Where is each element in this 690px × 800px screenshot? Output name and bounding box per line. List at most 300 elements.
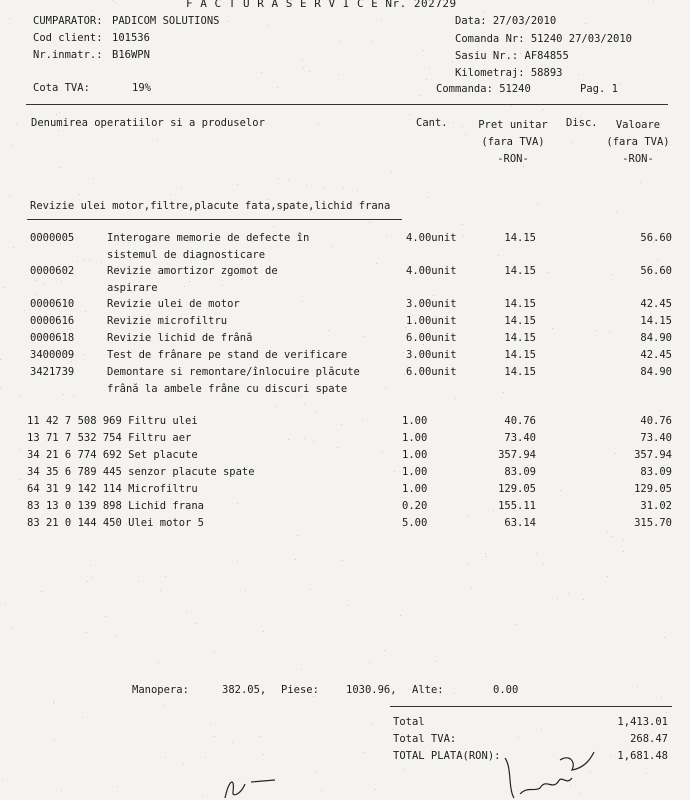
scan-speck xyxy=(61,790,62,791)
cota-tva-label: Cota TVA: xyxy=(33,82,90,94)
scan-speck xyxy=(4,287,5,288)
part-unit-price: 63.14 xyxy=(504,517,536,529)
scan-speck xyxy=(278,178,279,179)
scan-speck xyxy=(41,591,42,592)
header-date: Data: 27/03/2010 xyxy=(455,15,557,27)
scan-speck xyxy=(57,54,58,55)
scan-speck xyxy=(70,329,71,330)
scan-speck xyxy=(303,68,304,69)
scan-speck xyxy=(661,697,662,698)
operation-value: 14.15 xyxy=(640,315,672,327)
operation-code: 0000005 xyxy=(30,232,75,244)
operation-code: 0000602 xyxy=(30,265,75,277)
part-value: 40.76 xyxy=(640,415,672,427)
scan-speck xyxy=(13,247,14,248)
scan-speck xyxy=(570,785,571,786)
scan-speck xyxy=(20,479,21,480)
scan-speck xyxy=(465,134,466,135)
scan-speck xyxy=(337,447,338,448)
operation-description: Interogare memorie de defecte în xyxy=(107,232,310,244)
scan-speck xyxy=(462,224,463,225)
scan-speck xyxy=(623,551,624,552)
scan-speck xyxy=(409,114,410,115)
scan-speck xyxy=(164,705,165,706)
operation-unit-price: 14.15 xyxy=(504,265,536,277)
scan-speck xyxy=(633,494,634,495)
scan-speck xyxy=(371,723,372,724)
scan-speck xyxy=(56,114,57,115)
part-description: 13 71 7 532 754 Filtru aer xyxy=(27,432,192,444)
scan-speck xyxy=(304,404,305,405)
scan-speck xyxy=(306,185,307,186)
scan-speck xyxy=(579,793,580,794)
operation-unit-price: 14.15 xyxy=(504,232,536,244)
scan-speck xyxy=(313,696,314,697)
scan-speck xyxy=(237,561,238,562)
scan-speck xyxy=(543,564,544,565)
scan-speck xyxy=(83,354,84,355)
scan-speck xyxy=(214,651,215,652)
scan-speck xyxy=(268,25,269,26)
scan-speck xyxy=(596,330,597,331)
scan-speck xyxy=(637,686,638,687)
part-description: 34 35 6 789 445 senzor placute spate xyxy=(27,466,255,478)
scan-speck xyxy=(420,95,421,96)
scan-speck xyxy=(362,420,363,421)
scan-speck xyxy=(301,395,302,396)
scan-speck xyxy=(660,410,661,411)
scan-speck xyxy=(552,328,553,329)
scan-speck xyxy=(485,553,486,554)
operation-description: Revizie ulei de motor xyxy=(107,298,240,310)
section-title: Revizie ulei motor,filtre,placute fata,spate,lichid frana xyxy=(30,200,391,212)
scan-speck xyxy=(375,789,376,790)
scan-speck xyxy=(657,150,658,151)
scan-speck xyxy=(516,624,517,625)
total-label: Total TVA: xyxy=(393,733,457,745)
scan-speck xyxy=(414,320,415,321)
operation-qty: 6.00unit xyxy=(406,366,457,378)
scan-speck xyxy=(54,701,55,702)
summary-manopera-label: Manopera: xyxy=(132,684,189,696)
scan-speck xyxy=(277,87,278,88)
scan-speck xyxy=(237,184,238,185)
scan-speck xyxy=(514,510,515,511)
scan-speck xyxy=(323,188,324,189)
scan-speck xyxy=(607,576,608,577)
scan-speck xyxy=(61,281,62,282)
scan-speck xyxy=(220,127,221,128)
total-value: 1,413.01 xyxy=(617,716,668,728)
scan-speck xyxy=(63,394,64,395)
scan-speck xyxy=(183,763,184,764)
operation-value: 84.90 xyxy=(640,332,672,344)
scan-speck xyxy=(468,564,469,565)
scan-speck xyxy=(60,243,61,244)
scan-speck xyxy=(202,796,203,797)
scan-speck xyxy=(585,23,586,24)
part-qty: 1.00 xyxy=(402,415,428,427)
scan-speck xyxy=(522,520,523,521)
col-header-valoare: Valoare (fara TVA) -RON- xyxy=(606,119,670,165)
operation-unit-price: 14.15 xyxy=(504,298,536,310)
scan-speck xyxy=(210,724,211,725)
scan-speck xyxy=(426,79,427,80)
scan-speck xyxy=(616,211,617,212)
scan-speck xyxy=(217,251,218,252)
part-unit-price: 40.76 xyxy=(504,415,536,427)
scan-speck xyxy=(342,560,343,561)
scan-speck xyxy=(229,267,230,268)
scan-speck xyxy=(423,344,424,345)
operation-description: frână la ambele frâne cu discuri spate xyxy=(107,383,348,395)
header-left-value: PADICOM SOLUTIONS xyxy=(112,15,220,27)
summary-piese-value: 1030.96, xyxy=(346,684,397,696)
scan-speck xyxy=(309,71,310,72)
summary-manopera-value: 382.05, xyxy=(222,684,267,696)
scan-speck xyxy=(85,311,86,312)
scan-speck xyxy=(12,145,13,146)
part-value: 129.05 xyxy=(634,483,672,495)
scan-speck xyxy=(536,553,537,554)
summary-alte-value: 0.00 xyxy=(493,684,519,696)
scan-speck xyxy=(537,203,538,204)
scan-speck xyxy=(241,279,242,280)
scan-speck xyxy=(170,194,171,195)
scan-speck xyxy=(160,590,161,591)
scan-speck xyxy=(376,263,377,264)
scan-speck xyxy=(541,729,542,730)
scan-speck xyxy=(273,226,274,227)
scan-speck xyxy=(511,105,512,106)
scan-speck xyxy=(657,259,658,260)
scan-speck xyxy=(363,752,364,753)
operation-value: 84.90 xyxy=(640,366,672,378)
scan-speck xyxy=(392,729,393,730)
scan-speck xyxy=(518,737,519,738)
operation-qty: 3.00unit xyxy=(406,349,457,361)
scan-speck xyxy=(486,556,487,557)
scan-speck xyxy=(433,295,434,296)
scan-speck xyxy=(328,330,329,331)
total-value: 268.47 xyxy=(630,733,668,745)
scan-speck xyxy=(53,703,54,704)
scan-speck xyxy=(190,467,191,468)
scan-speck xyxy=(640,182,641,183)
part-value: 73.40 xyxy=(640,432,672,444)
part-description: 83 21 0 144 450 Ulei motor 5 xyxy=(27,517,205,529)
header-left-label: Cod client: xyxy=(33,32,103,44)
scan-speck xyxy=(520,53,521,54)
scan-speck xyxy=(39,204,40,205)
header-page: Pag. 1 xyxy=(580,83,618,95)
scan-speck xyxy=(526,66,527,67)
part-qty: 1.00 xyxy=(402,483,428,495)
col-header-cant: Cant. xyxy=(416,117,448,129)
operation-value: 56.60 xyxy=(640,232,672,244)
scan-speck xyxy=(455,398,456,399)
scan-speck xyxy=(59,167,60,168)
scan-speck xyxy=(513,693,514,694)
scan-speck xyxy=(148,314,149,315)
part-unit-price: 129.05 xyxy=(498,483,536,495)
scan-speck xyxy=(165,576,166,577)
header-left-value: 101536 xyxy=(112,32,150,44)
part-unit-price: 155.11 xyxy=(498,500,536,512)
scan-speck xyxy=(165,757,166,758)
scan-speck xyxy=(16,123,17,124)
scan-speck xyxy=(580,116,581,117)
scan-speck xyxy=(405,327,406,328)
scan-speck xyxy=(263,754,264,755)
scan-speck xyxy=(302,60,303,61)
scan-speck xyxy=(385,388,386,389)
part-qty: 5.00 xyxy=(402,517,428,529)
scan-speck xyxy=(222,285,223,286)
scan-speck xyxy=(116,635,117,636)
scan-speck xyxy=(245,590,246,591)
signature-right xyxy=(500,748,610,800)
scan-speck xyxy=(44,283,45,284)
scan-speck xyxy=(557,598,558,599)
part-description: 11 42 7 508 969 Filtru ulei xyxy=(27,415,198,427)
section-underline xyxy=(27,219,402,220)
summary-alte-label: Alte: xyxy=(412,684,444,696)
operation-unit-price: 14.15 xyxy=(504,349,536,361)
scan-speck xyxy=(661,486,662,487)
scan-speck xyxy=(369,222,370,223)
scan-speck xyxy=(93,178,94,179)
scan-speck xyxy=(338,74,339,75)
scan-speck xyxy=(259,736,260,737)
total-value: 1,681.48 xyxy=(617,750,668,762)
scan-speck xyxy=(117,786,118,787)
col-header-denumire: Denumirea operatiilor si a produselor xyxy=(31,117,265,129)
scan-speck xyxy=(87,581,88,582)
scan-speck xyxy=(195,623,196,624)
scan-speck xyxy=(316,412,317,413)
scan-speck xyxy=(77,261,78,262)
scan-speck xyxy=(310,350,311,351)
scan-speck xyxy=(568,593,569,594)
scan-speck xyxy=(381,19,382,20)
operation-description: Demontare si remontare/înlocuire plăcute xyxy=(107,366,360,378)
scan-speck xyxy=(232,742,233,743)
scan-speck xyxy=(436,661,437,662)
scan-speck xyxy=(79,194,80,195)
scan-speck xyxy=(227,21,228,22)
scan-speck xyxy=(237,503,238,504)
scan-speck xyxy=(332,246,333,247)
scan-speck xyxy=(263,631,264,632)
scan-speck xyxy=(347,605,348,606)
scan-speck xyxy=(116,29,117,30)
scan-speck xyxy=(295,559,296,560)
part-unit-price: 73.40 xyxy=(504,432,536,444)
scan-speck xyxy=(216,17,217,18)
header-divider xyxy=(26,104,668,105)
scan-speck xyxy=(158,662,159,663)
scan-speck xyxy=(403,352,404,353)
operation-qty: 1.00unit xyxy=(406,315,457,327)
operation-description: Revizie amortizor zgomot de xyxy=(107,265,278,277)
scan-speck xyxy=(315,771,316,772)
operation-code: 3421739 xyxy=(30,366,75,378)
scan-speck xyxy=(653,242,654,243)
scan-speck xyxy=(386,235,387,236)
total-label: Total xyxy=(393,716,425,728)
scan-speck xyxy=(583,599,584,600)
signature-left xyxy=(215,770,295,800)
operation-description: Revizie microfiltru xyxy=(107,315,228,327)
scan-speck xyxy=(623,540,624,541)
scan-speck xyxy=(428,197,429,198)
scan-speck xyxy=(463,236,464,237)
part-unit-price: 357.94 xyxy=(498,449,536,461)
part-qty: 1.00 xyxy=(402,432,428,444)
scan-speck xyxy=(313,441,314,442)
scan-speck xyxy=(73,396,74,397)
scan-speck xyxy=(619,83,620,84)
part-value: 31.02 xyxy=(640,500,672,512)
scan-speck xyxy=(86,632,87,633)
scan-speck xyxy=(62,357,63,358)
scan-speck xyxy=(105,616,106,617)
scan-speck xyxy=(423,50,424,51)
operation-unit-price: 14.15 xyxy=(504,366,536,378)
operation-description: Revizie lichid de frână xyxy=(107,332,253,344)
operation-description: aspirare xyxy=(107,282,158,294)
scan-speck xyxy=(607,531,608,532)
scan-speck xyxy=(82,717,83,718)
scan-speck xyxy=(101,262,102,263)
scan-speck xyxy=(612,536,613,537)
scan-speck xyxy=(207,308,208,309)
scan-speck xyxy=(498,255,499,256)
scan-speck xyxy=(214,736,215,737)
part-description: 83 13 0 139 898 Lichid frana xyxy=(27,500,205,512)
scan-speck xyxy=(276,406,277,407)
scan-speck xyxy=(435,316,436,317)
scan-speck xyxy=(155,451,156,452)
operation-qty: 4.00unit xyxy=(406,232,457,244)
scan-speck xyxy=(35,280,36,281)
scan-speck xyxy=(19,396,20,397)
cota-tva-value: 19% xyxy=(132,82,151,94)
scan-speck xyxy=(412,315,413,316)
scan-speck xyxy=(71,361,72,362)
scan-speck xyxy=(288,439,289,440)
scan-speck xyxy=(429,68,430,69)
operation-code: 3400009 xyxy=(30,349,75,361)
operation-value: 42.45 xyxy=(640,349,672,361)
scan-speck xyxy=(32,328,33,329)
header-left-value: B16WPN xyxy=(112,49,150,61)
scan-speck xyxy=(448,312,449,313)
invoice-title: F A C T U R A S E R V I C E Nr. 202729 xyxy=(186,0,457,10)
part-value: 83.09 xyxy=(640,466,672,478)
scan-speck xyxy=(121,39,122,40)
scan-speck xyxy=(59,112,60,113)
scan-speck xyxy=(35,294,36,295)
header-comanda-nr: Comanda Nr: 51240 27/03/2010 xyxy=(455,33,633,45)
scan-speck xyxy=(138,581,139,582)
scan-speck xyxy=(615,453,616,454)
header-left-label: CUMPARATOR: xyxy=(33,15,103,27)
summary-piese-label: Piese: xyxy=(281,684,319,696)
scan-speck xyxy=(450,6,451,7)
scan-speck xyxy=(343,187,344,188)
scan-speck xyxy=(310,589,311,590)
scan-speck xyxy=(236,332,237,333)
scan-speck xyxy=(301,669,302,670)
scan-speck xyxy=(20,449,21,450)
scan-speck xyxy=(184,286,185,287)
scan-speck xyxy=(261,72,262,73)
scan-speck xyxy=(158,236,159,237)
scan-speck xyxy=(339,41,340,42)
part-description: 34 21 6 774 692 Set placute xyxy=(27,449,198,461)
scan-speck xyxy=(181,188,182,189)
col-header-disc: Disc. xyxy=(566,117,598,129)
scan-speck xyxy=(126,524,127,525)
scan-speck xyxy=(9,18,10,19)
scan-speck xyxy=(468,516,469,517)
scan-speck xyxy=(315,2,316,3)
scan-speck xyxy=(304,438,305,439)
scan-speck xyxy=(404,374,405,375)
scan-speck xyxy=(92,10,93,11)
scan-speck xyxy=(462,126,463,127)
scan-speck xyxy=(0,388,1,389)
scan-speck xyxy=(174,378,175,379)
header-comanda: Commanda: 51240 xyxy=(436,83,531,95)
scan-speck xyxy=(89,259,90,260)
scan-speck xyxy=(452,61,453,62)
scan-speck xyxy=(157,139,158,140)
operation-description: sistemul de diagnosticare xyxy=(107,249,266,261)
scan-speck xyxy=(578,74,579,75)
scan-speck xyxy=(523,166,524,167)
scan-speck xyxy=(669,442,670,443)
scan-speck xyxy=(128,242,129,243)
scan-speck xyxy=(345,354,346,355)
scan-speck xyxy=(113,0,114,1)
scan-speck xyxy=(571,142,572,143)
scan-speck xyxy=(371,41,372,42)
scan-speck xyxy=(267,199,268,200)
scan-speck xyxy=(369,662,370,663)
scan-speck xyxy=(403,527,404,528)
scan-speck xyxy=(11,627,12,628)
operation-unit-price: 14.15 xyxy=(504,332,536,344)
scan-speck xyxy=(363,336,364,337)
scan-speck xyxy=(54,739,55,740)
header-left-label: Nr.inmatr.: xyxy=(33,49,103,61)
scan-speck xyxy=(158,501,159,502)
operation-value: 42.45 xyxy=(640,298,672,310)
scan-speck xyxy=(503,392,504,393)
scan-speck xyxy=(166,416,167,417)
scan-speck xyxy=(186,611,187,612)
scan-speck xyxy=(471,588,472,589)
scan-speck xyxy=(9,195,10,196)
scan-speck xyxy=(302,301,303,302)
scan-speck xyxy=(58,130,59,131)
scan-speck xyxy=(590,772,591,773)
operation-description: Test de frânare pe stand de verificare xyxy=(107,349,348,361)
scan-speck xyxy=(653,1,654,2)
